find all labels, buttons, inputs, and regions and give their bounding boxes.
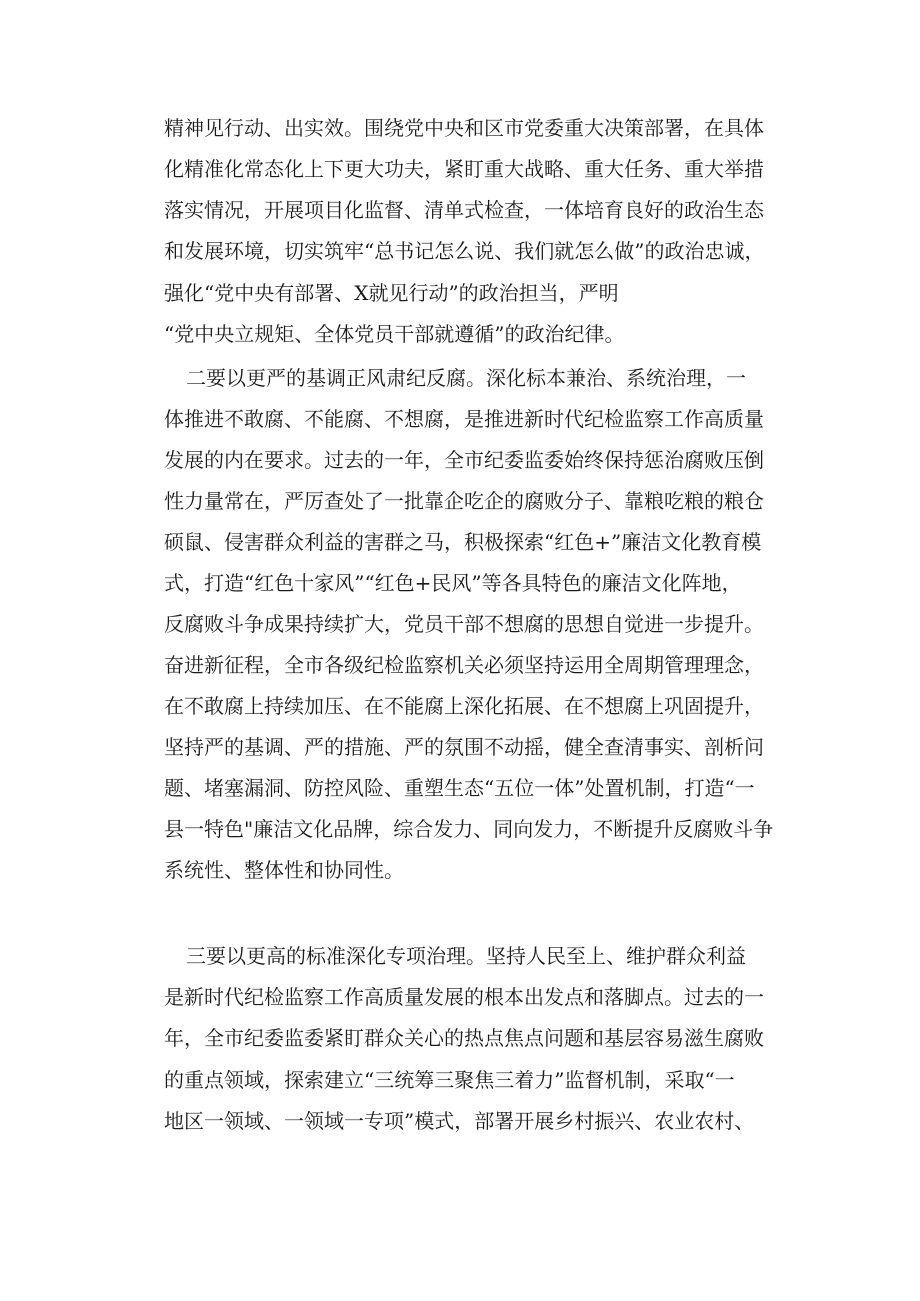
text-line: 反腐败斗争成果持续扩大，党员干部不想腐的思想自觉进一步提升。	[164, 612, 764, 636]
text-line: 硕鼠、侵害群众利益的害群之马，积极探索“红色+”廉洁文化教育模	[164, 530, 762, 554]
text-line: 是新时代纪检监察工作高质量发展的根本出发点和落脚点。过去的一	[164, 985, 764, 1009]
text-line: 性力量常在，严厉查处了一批靠企吃企的腐败分子、靠粮吃粮的粮仓	[164, 489, 764, 513]
text-line: “党中央立规矩、全体党员干部就遵循”的政治纪律。	[164, 322, 625, 346]
text-line: 县一特色"廉洁文化品牌，综合发力、同向发力，不断提升反腐败斗争	[164, 817, 774, 841]
text-line: 坚持严的基调、严的措施、严的氛围不动摇，健全查清事实、剖析问	[164, 735, 764, 759]
text-line: 地区一领域、一领域一专项”模式，部署开展乡村振兴、农业农村、	[164, 1109, 755, 1133]
text-line: 年，全市纪委监委紧盯群众关心的热点焦点问题和基层容易滋生腐败	[164, 1026, 764, 1050]
text-line: 在不敢腐上持续加压、在不能腐上深化拓展、在不想腐上巩固提升，	[164, 694, 764, 718]
text-line: 三要以更高的标准深化专项治理。坚持人民至上、维护群众利益	[186, 944, 746, 968]
text-line: 化精准化常态化上下更大功夫，紧盯重大战略、重大任务、重大举措	[164, 157, 764, 181]
text-line: 二要以更严的基调正风肃纪反腐。深化标本兼治、系统治理，一	[186, 366, 746, 390]
text-line: 系统性、整体性和协同性。	[164, 858, 404, 882]
text-line: 和发展环境，切实筑牢“总书记怎么说、我们就怎么做”的政治忠诚，	[164, 239, 765, 263]
text-line: 精神见行动、出实效。围绕党中央和区市党委重大决策部署，在具体	[164, 116, 764, 140]
text-line: 体推进不敢腐、不能腐、不想腐，是推进新时代纪检监察工作高质量	[164, 407, 764, 431]
text-line: 发展的内在要求。过去的一年，全市纪委监委始终保持惩治腐败压倒	[164, 448, 764, 472]
text-line: 的重点领域，探索建立“三统筹三聚焦三着力”监督机制，采取“一	[164, 1068, 735, 1092]
text-line: 奋进新征程，全市各级纪检监察机关必须坚持运用全周期管理理念，	[164, 653, 764, 677]
text-line: 强化“党中央有部署、X就见行动”的政治担当，严明	[164, 281, 619, 305]
text-line: 落实情况，开展项目化监督、清单式检查，一体培育良好的政治生态	[164, 198, 764, 222]
text-line: 题、堵塞漏洞、防控风险、重塑生态“五位一体”处置机制，打造“一	[164, 776, 755, 800]
text-line: 式，打造“红色十家风”“红色+民风”等各具特色的廉洁文化阵地，	[164, 571, 742, 595]
